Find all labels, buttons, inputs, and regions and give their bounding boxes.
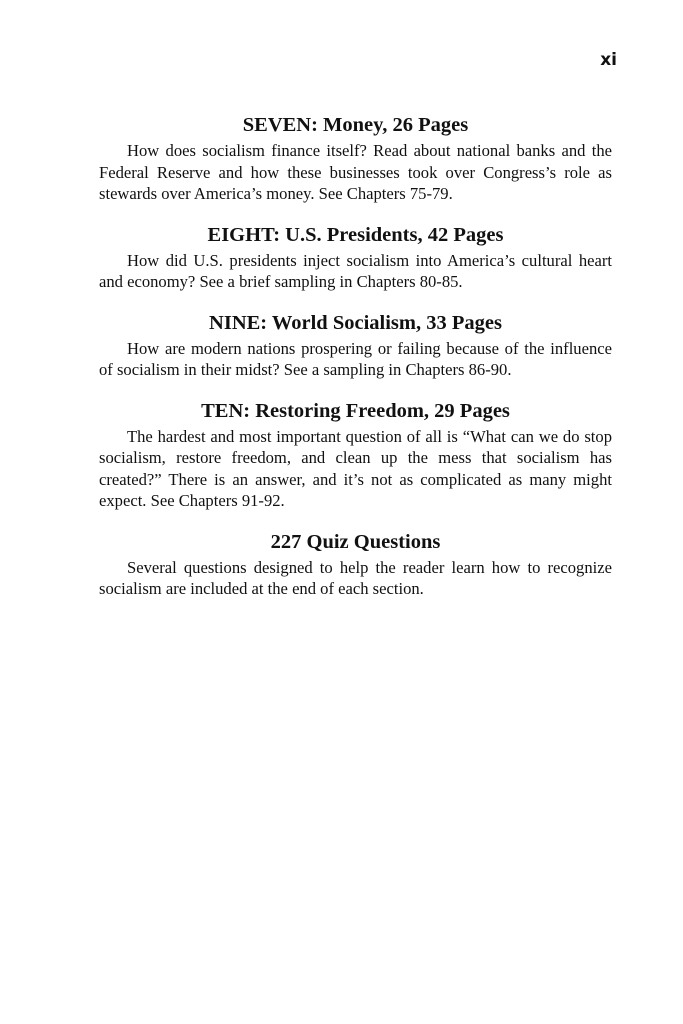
section-heading: SEVEN: Money, 26 Pages bbox=[242, 114, 469, 136]
section-quiz bbox=[99, 529, 612, 600]
section-body: Several questions designed to help the reader learn how to recognize socialism are included at the end of each section. bbox=[99, 557, 612, 598]
section-heading: TEN: Restoring Freedom, 29 Pages bbox=[201, 399, 510, 422]
section-body: The hardest and most important question of all is “What can we do stop socialism, restore freedom, and clean up the mess that socialism has created?” There is an answer, and it’s not as complicated as many might expect. See Chapters 91-92. bbox=[99, 426, 612, 510]
section-heading: 227 Quiz Questions bbox=[270, 530, 441, 553]
section-nine bbox=[99, 310, 612, 381]
section-seven bbox=[99, 112, 612, 205]
page-content bbox=[99, 112, 612, 617]
section-heading: EIGHT: U.S. Presidents, 42 Pages bbox=[207, 223, 504, 246]
section-heading: NINE: World Socialism, 33 Pages bbox=[209, 311, 502, 334]
section-body: How are modern nations prospering or failing because of the influence of socialism in their midst? See a sampling in Chapters 86-90. bbox=[99, 338, 612, 379]
section-eight bbox=[99, 222, 612, 293]
section-body: How did U.S. presidents inject socialism into America’s cultural heart and economy? See a brief sampling in Chapters 80-85. bbox=[99, 250, 612, 291]
page-number: xi bbox=[600, 50, 617, 70]
section-body: How does socialism finance itself? Read about national banks and the Federal Reserve and how these businesses took over Congress’s role as stewards over America’s money. See Chapters 75-79. bbox=[99, 141, 612, 203]
section-ten bbox=[99, 398, 612, 512]
